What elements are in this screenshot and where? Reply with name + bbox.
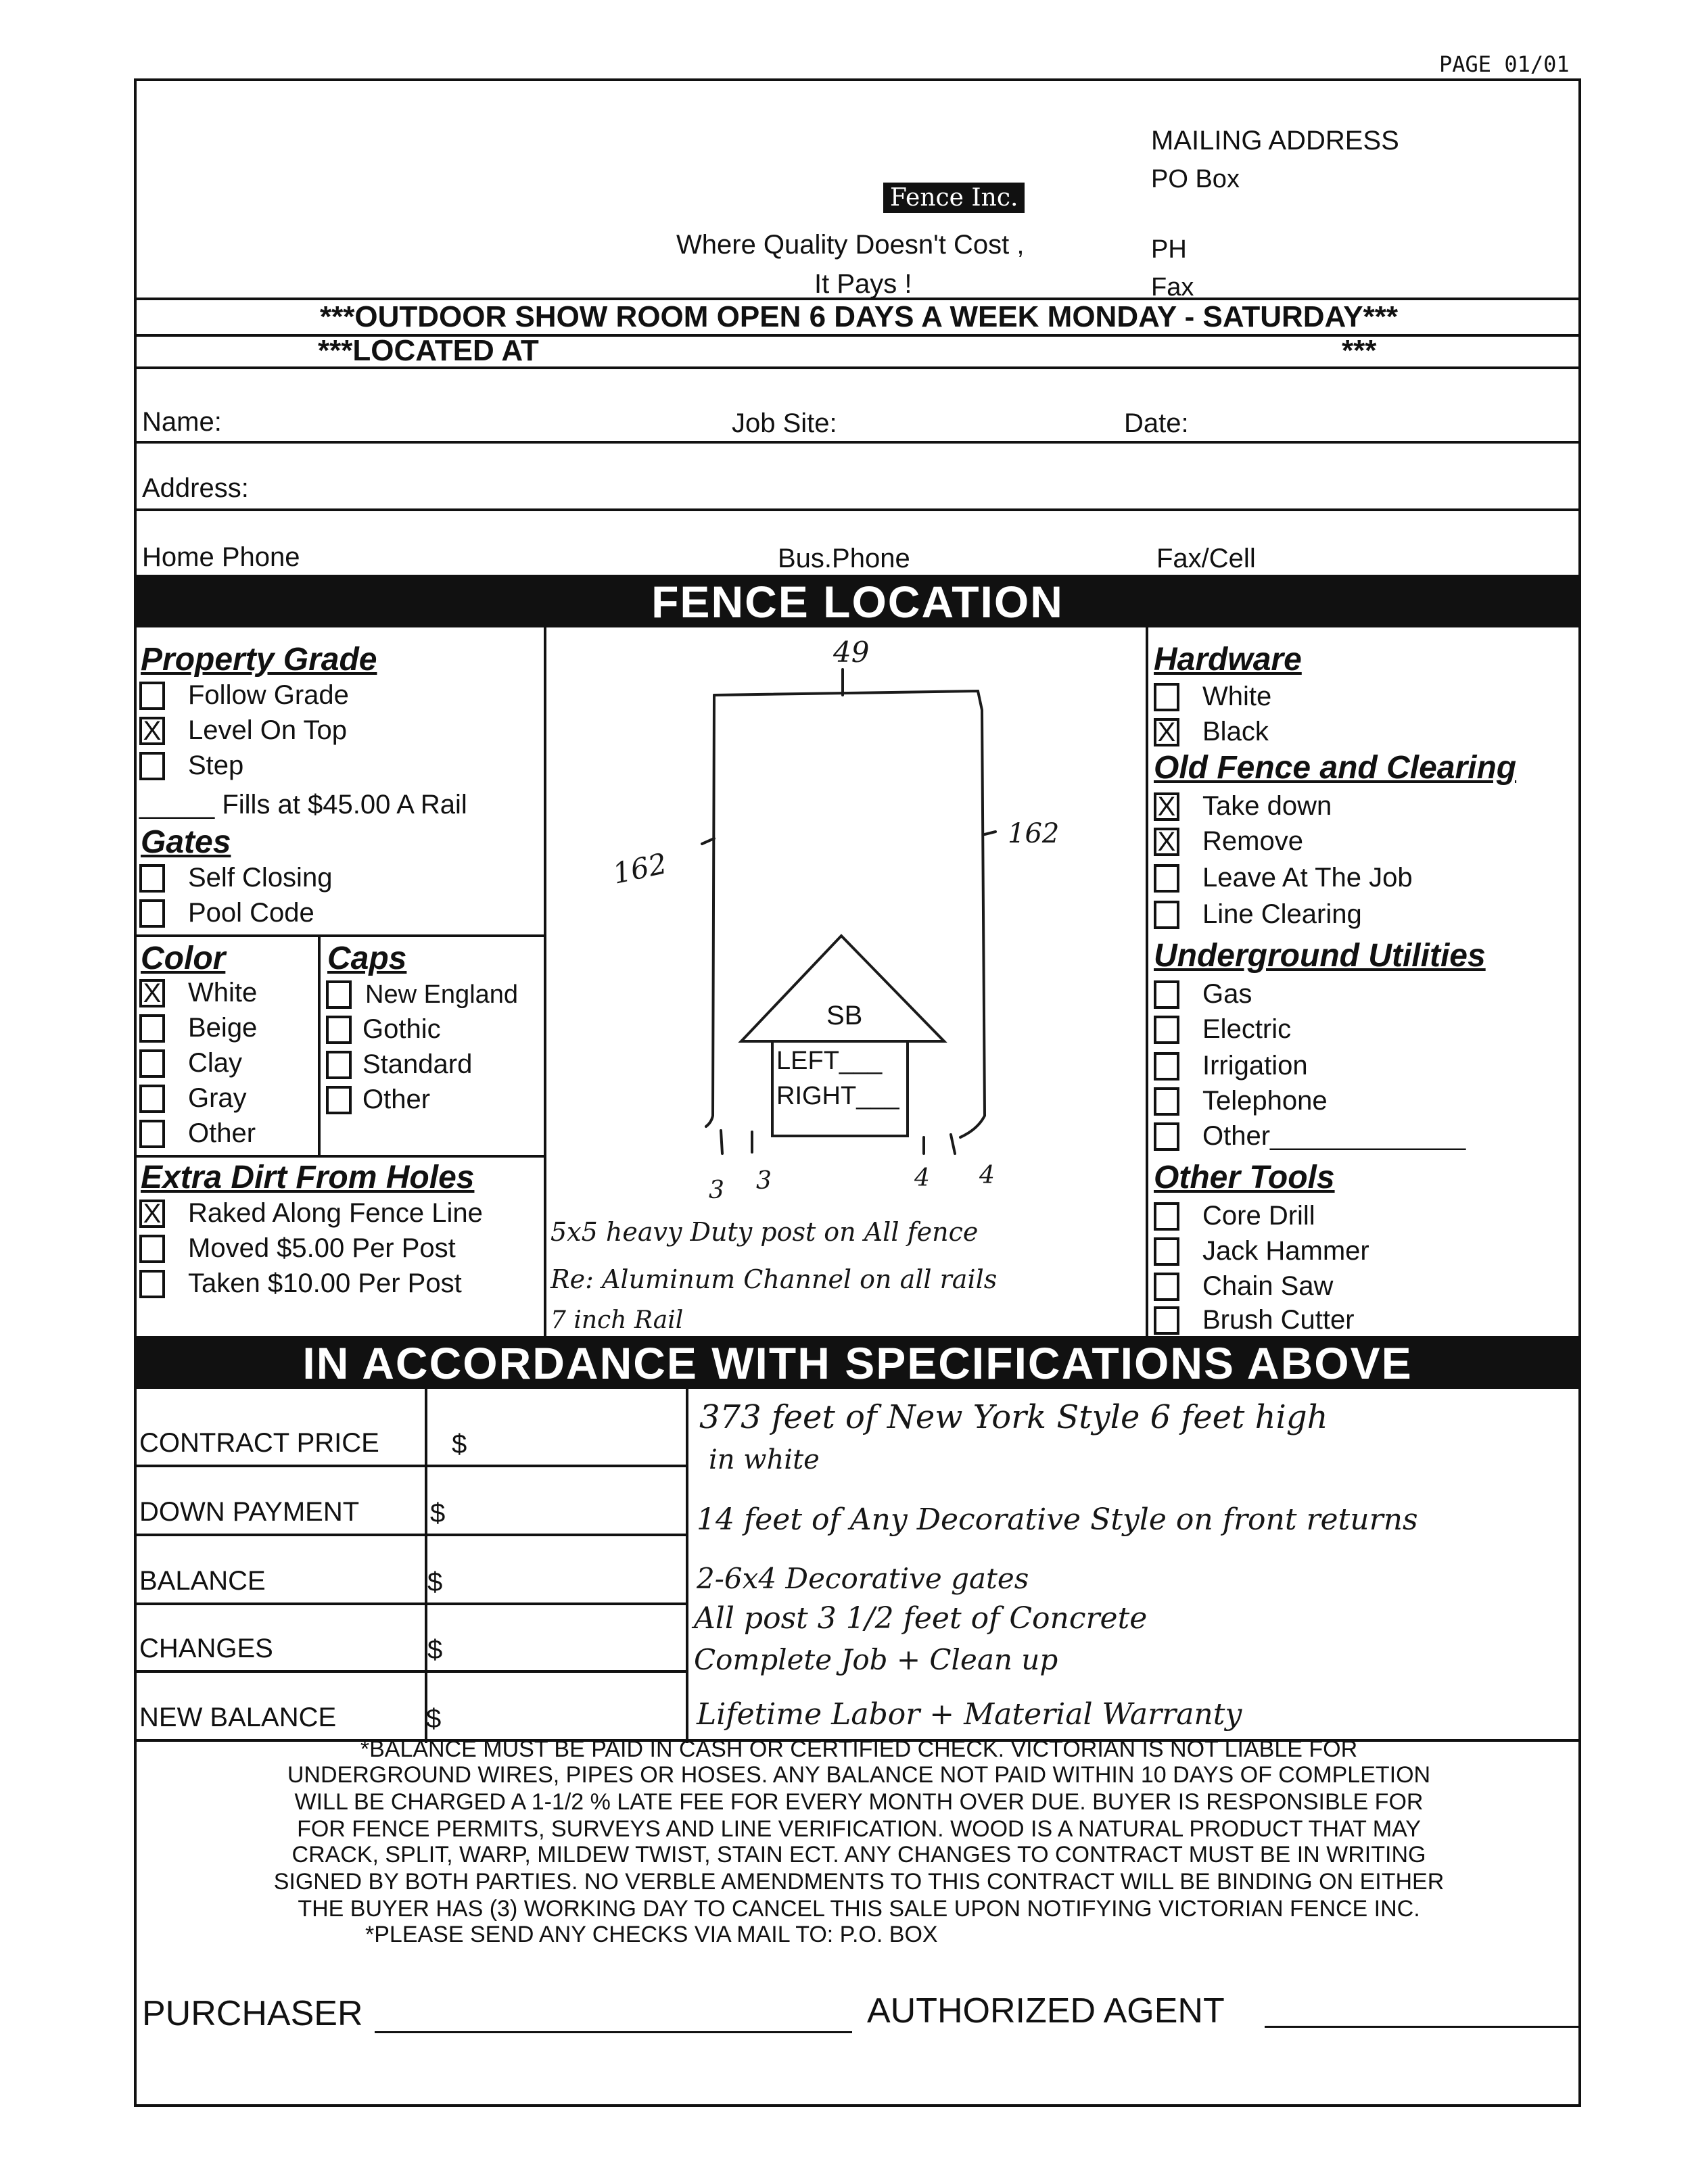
- spec-note-5: All post 3 1/2 feet of Concrete: [694, 1601, 1148, 1636]
- line-clearing-label: Line Clearing: [1202, 899, 1362, 929]
- contract-price-label: CONTRACT PRICE: [139, 1428, 379, 1458]
- sketch-note-2: Re: Aluminum Channel on all rails: [550, 1264, 998, 1294]
- telephone-label: Telephone: [1202, 1086, 1328, 1116]
- terms-line-5: CRACK, SPLIT, WARP, MILDEW TWIST, STAIN ECT. ANY CHANGES TO CONTRACT MUST BE IN WRITING: [291, 1842, 1426, 1868]
- sketch-bottom-right-b: 4: [979, 1162, 995, 1189]
- utility-other-checkbox[interactable]: [1154, 1122, 1179, 1151]
- extra-dirt-title: Extra Dirt From Holes: [141, 1160, 475, 1195]
- fax-cell-label: Fax/Cell: [1156, 544, 1256, 573]
- color-beige-label: Beige: [188, 1013, 258, 1043]
- terms-line-4: FOR FENCE PERMITS, SURVEYS AND LINE VERIFICATION. WOOD IS A NATURAL PRODUCT THAT MAY: [297, 1816, 1421, 1842]
- date-label: Date:: [1124, 408, 1189, 438]
- located-at: ***LOCATED AT: [318, 334, 539, 367]
- leave-at-job-checkbox[interactable]: [1154, 864, 1179, 893]
- jack-hammer-checkbox[interactable]: [1154, 1237, 1179, 1266]
- taken-label: Taken $10.00 Per Post: [188, 1268, 462, 1298]
- take-down-label: Take down: [1202, 791, 1332, 821]
- color-beige-checkbox[interactable]: [139, 1014, 165, 1043]
- terms-line-2: UNDERGROUND WIRES, PIPES OR HOSES. ANY BALANCE NOT PAID WITHIN 10 DAYS OF COMPLETION: [287, 1762, 1431, 1788]
- specs-title: IN ACCORDANCE WITH SPECIFICATIONS ABOVE: [134, 1336, 1581, 1389]
- irrigation-label: Irrigation: [1202, 1051, 1308, 1081]
- pool-code-checkbox[interactable]: [139, 899, 165, 928]
- down-payment-label: DOWN PAYMENT: [139, 1497, 360, 1527]
- color-clay-label: Clay: [188, 1048, 243, 1078]
- terms-line-6: SIGNED BY BOTH PARTIES. NO VERBLE AMENDMENTS TO THIS CONTRACT WILL BE BINDING ON EITHER: [273, 1869, 1445, 1895]
- caps-new-england-label: New England: [365, 980, 519, 1009]
- purchaser-signature-line[interactable]: [375, 2031, 852, 2033]
- showroom-banner: ***OUTDOOR SHOW ROOM OPEN 6 DAYS A WEEK MONDAY - SATURDAY***: [319, 300, 1398, 333]
- address-label: Address:: [142, 473, 249, 503]
- irrigation-checkbox[interactable]: [1154, 1052, 1179, 1081]
- moved-checkbox[interactable]: [139, 1235, 165, 1263]
- name-label: Name:: [142, 407, 222, 437]
- caps-standard-label: Standard: [362, 1049, 473, 1079]
- spec-note-3: 14 feet of Any Decorative Style on front returns: [697, 1502, 1418, 1537]
- sketch-left-dimension: 162: [609, 847, 670, 891]
- color-clay-checkbox[interactable]: [139, 1049, 165, 1078]
- line-clearing-checkbox[interactable]: [1154, 901, 1179, 929]
- hardware-white-label: White: [1202, 682, 1272, 711]
- remove-label: Remove: [1202, 826, 1303, 856]
- brush-cutter-label: Brush Cutter: [1202, 1305, 1355, 1335]
- taken-checkbox[interactable]: [139, 1270, 165, 1298]
- fence-location-title: FENCE LOCATION: [134, 575, 1581, 627]
- fax-label: Fax: [1151, 273, 1194, 302]
- fills-label: _____ Fills at $45.00 A Rail: [139, 790, 467, 820]
- core-drill-label: Core Drill: [1202, 1201, 1315, 1231]
- core-drill-checkbox[interactable]: [1154, 1202, 1179, 1231]
- slogan-line2: It Pays !: [814, 269, 912, 299]
- hardware-white-checkbox[interactable]: [1154, 683, 1179, 711]
- new-balance-label: NEW BALANCE: [139, 1703, 337, 1732]
- terms-line-3: WILL BE CHARGED A 1-1/2 % LATE FEE FOR EVERY MONTH OVER DUE. BUYER IS RESPONSIBLE FOR: [294, 1789, 1424, 1815]
- spec-note-7: Lifetime Labor + Material Warranty: [697, 1697, 1242, 1732]
- caps-gothic-checkbox[interactable]: [326, 1016, 352, 1044]
- sketch-bottom-left-a: 3: [709, 1177, 724, 1204]
- gates-title: Gates: [141, 824, 231, 860]
- sketch-note-1: 5x5 heavy Duty post on All fence: [550, 1217, 979, 1247]
- phone-label: PH: [1151, 235, 1187, 264]
- spec-note-6: Complete Job + Clean up: [694, 1643, 1058, 1676]
- changes-label: CHANGES: [139, 1634, 273, 1663]
- utility-other-label: Other_____________: [1202, 1121, 1466, 1151]
- page-number: PAGE 01/01: [1439, 51, 1570, 77]
- level-on-top-label: Level On Top: [188, 715, 347, 745]
- mailing-address-label: MAILING ADDRESS: [1151, 126, 1399, 156]
- caps-title: Caps: [327, 941, 407, 976]
- sketch-note-3: 7 inch Rail: [550, 1306, 684, 1334]
- sketch-bottom-left-b: 3: [756, 1167, 772, 1195]
- down-payment-currency: $: [430, 1498, 446, 1528]
- hardware-title: Hardware: [1154, 642, 1302, 678]
- property-grade-title: Property Grade: [141, 642, 377, 678]
- pool-code-label: Pool Code: [188, 898, 314, 928]
- other-tools-title: Other Tools: [1154, 1160, 1335, 1195]
- agent-label: AUTHORIZED AGENT: [867, 1991, 1225, 2031]
- color-other-checkbox[interactable]: [139, 1120, 165, 1148]
- changes-currency: $: [427, 1635, 443, 1665]
- level-on-top-checkbox[interactable]: X: [139, 717, 165, 745]
- spec-note-1: 373 feet of New York Style 6 feet high: [699, 1398, 1328, 1436]
- remove-checkbox[interactable]: X: [1154, 828, 1179, 856]
- color-white-checkbox[interactable]: X: [139, 979, 165, 1007]
- raked-checkbox[interactable]: X: [139, 1200, 165, 1228]
- leave-at-job-label: Leave At The Job: [1202, 863, 1413, 893]
- chain-saw-label: Chain Saw: [1202, 1271, 1334, 1301]
- caps-other-checkbox[interactable]: [326, 1086, 352, 1114]
- po-box-label: PO Box: [1151, 165, 1240, 193]
- balance-label: BALANCE: [139, 1566, 266, 1596]
- underground-title: Underground Utilities: [1154, 938, 1486, 974]
- step-label: Step: [188, 751, 244, 780]
- electric-checkbox[interactable]: [1154, 1016, 1179, 1044]
- gas-checkbox[interactable]: [1154, 980, 1179, 1009]
- color-gray-checkbox[interactable]: [139, 1085, 165, 1113]
- purchaser-label: PURCHASER: [142, 1994, 363, 2033]
- brush-cutter-checkbox[interactable]: [1154, 1306, 1179, 1335]
- moved-label: Moved $5.00 Per Post: [188, 1233, 456, 1263]
- self-closing-checkbox[interactable]: [139, 864, 165, 893]
- terms-line-7: THE BUYER HAS (3) WORKING DAY TO CANCEL THIS SALE UPON NOTIFYING VICTORIAN FENCE INC.: [298, 1896, 1420, 1922]
- caps-other-label: Other: [362, 1085, 431, 1114]
- hardware-black-label: Black: [1202, 717, 1269, 746]
- sketch-right-dimension: 162: [1008, 818, 1060, 849]
- caps-gothic-label: Gothic: [362, 1014, 441, 1044]
- color-gray-label: Gray: [188, 1083, 247, 1113]
- follow-grade-label: Follow Grade: [188, 680, 349, 710]
- home-phone-label: Home Phone: [142, 542, 300, 572]
- self-closing-label: Self Closing: [188, 863, 333, 893]
- telephone-checkbox[interactable]: [1154, 1087, 1179, 1116]
- spec-note-4: 2-6x4 Decorative gates: [697, 1562, 1029, 1595]
- sketch-top-dimension: 49: [833, 636, 870, 669]
- step-checkbox[interactable]: [139, 752, 165, 780]
- old-fence-title: Old Fence and Clearing: [1154, 750, 1517, 786]
- sketch-left-label: LEFT___: [776, 1047, 883, 1075]
- gas-label: Gas: [1202, 979, 1252, 1009]
- balance-currency: $: [427, 1567, 443, 1597]
- located-end: ***: [1342, 334, 1377, 367]
- color-white-label: White: [188, 978, 258, 1007]
- hardware-black-checkbox[interactable]: X: [1154, 718, 1179, 746]
- terms-line-8: *PLEASE SEND ANY CHECKS VIA MAIL TO: P.O. BOX: [365, 1922, 938, 1947]
- caps-new-england-checkbox[interactable]: [326, 980, 352, 1009]
- slogan-line1: Where Quality Doesn't Cost ,: [676, 230, 1025, 260]
- sketch-house-label: SB: [826, 1001, 863, 1030]
- terms-line-1: *BALANCE MUST BE PAID IN CASH OR CERTIFIED CHECK. VICTORIAN IS NOT LIABLE FOR: [360, 1736, 1358, 1762]
- color-other-label: Other: [188, 1118, 256, 1148]
- jack-hammer-label: Jack Hammer: [1202, 1236, 1369, 1266]
- company-logo: Fence Inc.: [883, 183, 1025, 213]
- spec-note-2: in white: [709, 1444, 820, 1475]
- color-title: Color: [141, 941, 226, 976]
- agent-signature-line[interactable]: [1265, 2026, 1580, 2028]
- caps-standard-checkbox[interactable]: [326, 1051, 352, 1079]
- chain-saw-checkbox[interactable]: [1154, 1273, 1179, 1301]
- electric-label: Electric: [1202, 1014, 1292, 1044]
- bus-phone-label: Bus.Phone: [778, 544, 910, 573]
- new-balance-currency: $: [426, 1704, 442, 1734]
- raked-label: Raked Along Fence Line: [188, 1198, 483, 1228]
- take-down-checkbox[interactable]: X: [1154, 792, 1179, 821]
- follow-grade-checkbox[interactable]: [139, 682, 165, 710]
- contract-price-currency: $: [452, 1429, 467, 1459]
- sketch-right-label: RIGHT___: [776, 1082, 899, 1110]
- job-site-label: Job Site:: [732, 408, 837, 438]
- sketch-bottom-right-a: 4: [914, 1164, 930, 1192]
